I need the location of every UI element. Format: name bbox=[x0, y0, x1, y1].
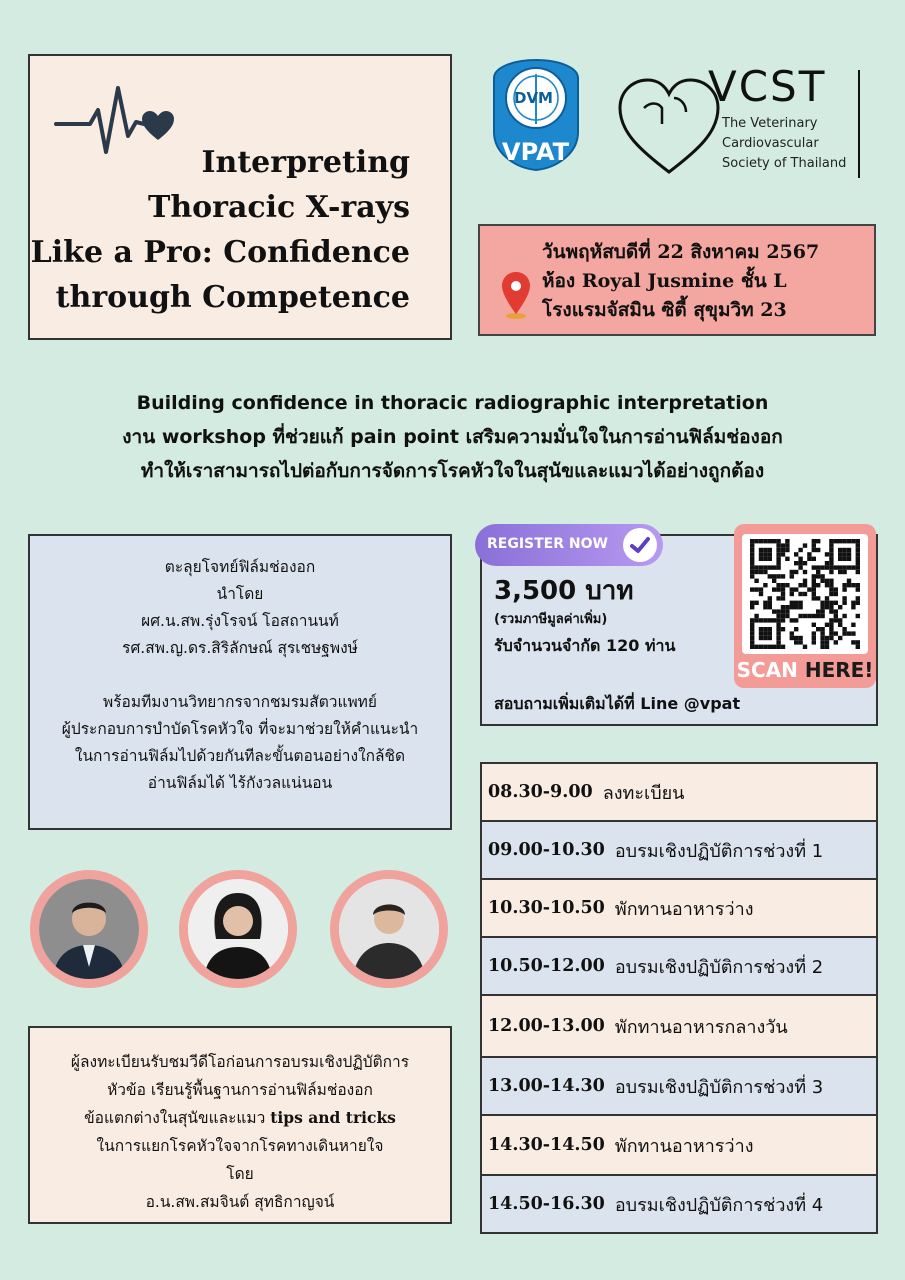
schedule-row bbox=[480, 820, 878, 880]
schedule-desc: อบรมเชิงปฏิบัติการช่วงที่ 1 bbox=[614, 840, 824, 862]
schedule-time: 08.30-9.00 bbox=[488, 782, 593, 802]
schedule-row bbox=[480, 1114, 878, 1176]
vcst-divider bbox=[858, 70, 860, 178]
venue-hotel: โรงแรมจัสมิน ซิตี้ สุขุมวิท 23 bbox=[542, 299, 787, 321]
schedule-time: 10.30-10.50 bbox=[488, 898, 605, 918]
schedule-time: 09.00-10.30 bbox=[488, 840, 605, 860]
schedule-desc: อบรมเชิงปฏิบัติการช่วงที่ 4 bbox=[614, 1194, 824, 1216]
schedule-row bbox=[480, 878, 878, 938]
qr-code[interactable] bbox=[742, 534, 868, 654]
speaker-name: ผศ.น.สพ.รุ่งโรจน์ โอสถานนท์ bbox=[141, 612, 339, 630]
schedule-desc: อบรมเชิงปฏิบัติการช่วงที่ 3 bbox=[614, 1076, 824, 1098]
schedule-desc: พักทานอาหารว่าง bbox=[614, 898, 754, 920]
person-icon bbox=[339, 879, 439, 979]
title-line: Interpreting bbox=[201, 145, 410, 180]
price: 3,500 บาท bbox=[494, 576, 634, 606]
schedule-time: 14.30-14.50 bbox=[488, 1135, 605, 1155]
title-card bbox=[28, 54, 452, 340]
schedule-time: 12.00-13.00 bbox=[488, 1016, 605, 1036]
schedule-desc: พักทานอาหารกลางวัน bbox=[614, 1016, 788, 1038]
headline bbox=[0, 386, 905, 488]
schedule-desc: ลงทะเบียน bbox=[602, 782, 685, 804]
line-contact: สอบถามเพิ่มเติมได้ที่ Line @vpat bbox=[494, 694, 741, 713]
speakers-line: ผู้ประกอบการบำบัดโรคหัวใจ ที่จะมาช่วยให้คำแนะนำ bbox=[61, 720, 419, 738]
schedule-time: 13.00-14.30 bbox=[488, 1076, 605, 1096]
vcst-sub-line: Cardiovascular bbox=[722, 136, 819, 151]
vcst-abbr: VCST bbox=[708, 62, 827, 111]
check-icon bbox=[623, 528, 657, 562]
vcst-sub-line: Society of Thailand bbox=[722, 156, 847, 171]
prevideo-line: โดย bbox=[226, 1165, 254, 1183]
vcst-subtitle bbox=[722, 114, 846, 174]
vpat-logo bbox=[490, 58, 582, 172]
speaker-avatar bbox=[30, 870, 148, 988]
person-icon bbox=[188, 879, 288, 979]
schedule-desc: พักทานอาหารว่าง bbox=[614, 1135, 754, 1157]
scan-word: SCAN bbox=[736, 658, 805, 682]
venue-date: วันพฤหัสบดีที่ 22 สิงหาคม 2567 bbox=[542, 241, 820, 263]
schedule-row bbox=[480, 762, 878, 822]
location-pin-icon bbox=[500, 270, 532, 320]
venue-room: ห้อง Royal Jusmine ชั้น L bbox=[542, 270, 787, 292]
speakers-line: พร้อมทีมงานวิทยากรจากชมรมสัตวแพทย์ bbox=[103, 693, 377, 711]
event-title bbox=[31, 140, 410, 320]
headline-line: งาน workshop ที่ช่วยแก้ pain point เสริมความมั่นใจในการอ่านฟิล์มช่องอก bbox=[122, 426, 783, 448]
schedule-time: 10.50-12.00 bbox=[488, 956, 605, 976]
speakers-line: ในการอ่านฟิล์มไปด้วยกันทีละขั้นตอนอย่างใกล้ชิด bbox=[74, 747, 406, 765]
headline-line: ทำให้เราสามารถไปต่อกับการจัดการโรคหัวใจในสุนัขและแมวได้อย่างถูกต้อง bbox=[140, 460, 765, 482]
schedule-row bbox=[480, 936, 878, 996]
prevideo-line bbox=[30, 1104, 450, 1132]
vpat-text: VPAT bbox=[502, 138, 570, 166]
schedule-time: 14.50-16.30 bbox=[488, 1194, 605, 1214]
prevideo-emphasis: tips and tricks bbox=[270, 1108, 396, 1127]
here-word: HERE! bbox=[804, 658, 874, 682]
vat-note: (รวมภาษีมูลค่าเพิ่ม) bbox=[494, 612, 608, 627]
prevideo-card bbox=[28, 1026, 452, 1224]
vcst-sub-line: The Veterinary bbox=[722, 116, 818, 131]
speaker-avatar bbox=[330, 870, 448, 988]
title-line: Thoracic X-rays bbox=[148, 190, 410, 225]
schedule-row bbox=[480, 994, 878, 1058]
prevideo-line: ผู้ลงทะเบียนรับชมวีดีโอก่อนการอบรมเชิงปฏิบัติการ bbox=[70, 1053, 410, 1071]
prevideo-text: ข้อแตกต่างในสุนัขและแมว bbox=[84, 1109, 271, 1127]
prevideo-speaker: อ.น.สพ.สมจินต์ สุทธิกาญจน์ bbox=[145, 1193, 335, 1211]
vcst-logo bbox=[614, 64, 874, 180]
speakers-line: อ่านฟิล์มได้ ไร้กังวลแน่นอน bbox=[147, 774, 333, 792]
scan-here-label bbox=[734, 658, 876, 682]
speakers-card bbox=[28, 534, 452, 830]
vpat-dvm-text: DVM bbox=[514, 89, 553, 107]
title-line: through Competence bbox=[55, 280, 410, 315]
speaker-name: รศ.สพ.ญ.ดร.สิริลักษณ์ สุรเชษฐพงษ์ bbox=[122, 639, 358, 657]
register-now-button[interactable] bbox=[475, 524, 663, 566]
person-icon bbox=[39, 879, 139, 979]
title-line: Like a Pro: Confidence bbox=[30, 235, 410, 270]
seat-limit: รับจำนวนจำกัด 120 ท่าน bbox=[494, 636, 676, 655]
venue-details bbox=[542, 238, 819, 325]
headline-line: Building confidence in thoracic radiographic interpretation bbox=[136, 392, 769, 414]
schedule-row bbox=[480, 1056, 878, 1116]
speakers-line: นำโดย bbox=[216, 585, 264, 603]
prevideo-line: ในการแยกโรคหัวใจจากโรคทางเดินหายใจ bbox=[96, 1137, 384, 1155]
speakers-line: ตะลุยโจทย์ฟิล์มช่องอก bbox=[164, 558, 316, 576]
spacer bbox=[30, 662, 450, 689]
qr-card[interactable] bbox=[734, 524, 876, 688]
prevideo-line: หัวข้อ เรียนรู้พื้นฐานการอ่านฟิล์มช่องอก bbox=[107, 1081, 373, 1099]
schedule-row bbox=[480, 1174, 878, 1234]
speaker-avatar bbox=[179, 870, 297, 988]
venue-card bbox=[478, 224, 876, 336]
register-now-label: REGISTER NOW bbox=[487, 536, 608, 552]
schedule-desc: อบรมเชิงปฏิบัติการช่วงที่ 2 bbox=[614, 956, 824, 978]
